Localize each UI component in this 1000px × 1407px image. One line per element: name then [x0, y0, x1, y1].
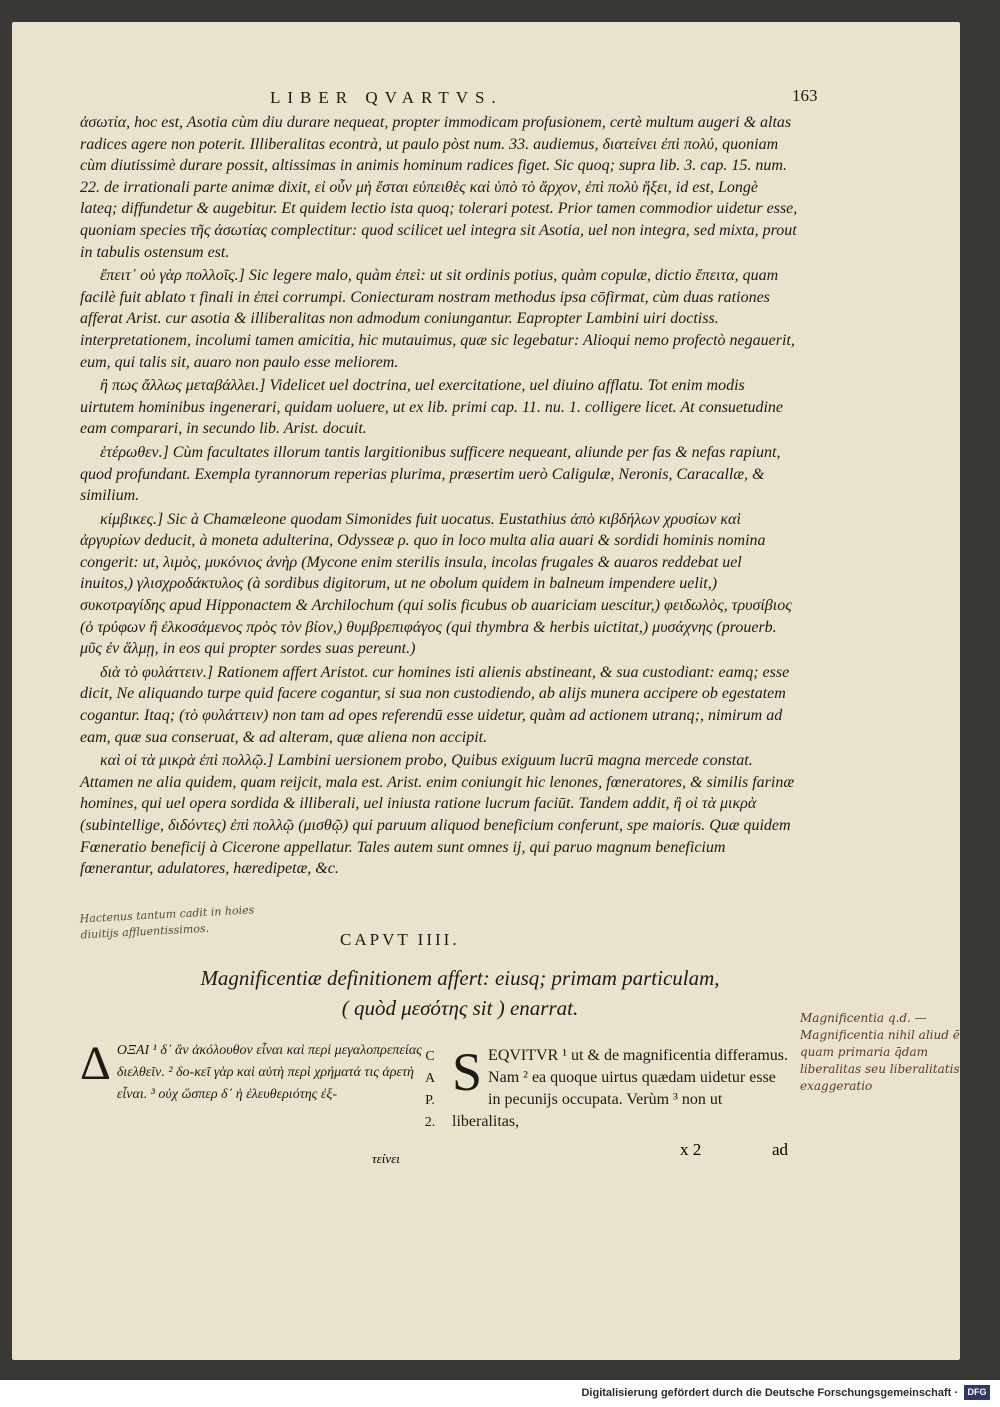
chapter-side-marks: [420, 1046, 440, 1134]
greek-catchword: τείνει: [372, 1151, 400, 1166]
signature-mark: x 2: [680, 1140, 702, 1159]
latin-drop-initial: S: [452, 1042, 483, 1102]
footer-bar: [0, 1380, 1000, 1407]
latin-text: EQVITVR ¹ ut & de magnificentia differamus. Nam ² ea quoque uirtus quædam uidetur esse in pecunijs occupata. Verùm ³ non ut liberalitas,: [452, 1047, 789, 1130]
chapter-title: CAPVT IIII.: [340, 930, 460, 949]
running-head: LIBER QVARTVS.: [270, 88, 503, 107]
commentary-paragraph: κίμβικες.] Sic à Chamæleone quodam Simonides fuit uocatus. Eustathius ἀπὸ κιβδήλων χρυσίων καὶ ἀργυρίων deducit, à moneta adulterina, Odysseæ ρ. quo in loco multa alia auari & sordidi hominis nomina congerit: ut, λιμὸς, μυκόνιος ἀνὴρ (Mycone enim sterilis insula, incolas frugales & auaros reddebat uel inuitos,) γλισχροδάκτυλος (à sordibus digitorum, ut ne obolum quidem in balneum impendere uelit,) συκοτραγίδης apud Hipponactem & Archilochum (qui solis ficubus ob auariciam uescitur,) φειδωλὸς, τρυσίβιος (ὁ τρύφων ἢ ἐλκοσάμενος πρὸς τὸν βίον,) θυμβρεπιφάγος (qui thymbra & herbis uictitat,) μυσάχνης (prouerb. μῦς ἐν ἅλμῃ, in eos qui propter sordes suas pereunt.): [80, 510, 792, 658]
commentary-paragraph: ἑτέρωθεν.] Cùm facultates illorum tantis largitionibus sufficere nequeant, aliunde per fas & nefas rapiunt, quod profundant. Exempla tyrannorum reperias plurima, præsertim uerò Caligulæ, Neronis, Caracallæ, & similium.: [80, 443, 781, 505]
side-mark: C: [425, 1049, 435, 1064]
handwritten-margin-note-right: Magnificentia q.d. — Magnificentia nihil aliud ē quam primaria q̄dam liberalitas seu liberalitatis exaggeratio: [800, 1011, 960, 1093]
side-mark: A: [424, 1071, 436, 1086]
commentary-paragraph: διὰ τὸ φυλάττειν.] Rationem affert Aristot. cur homines isti alienis abstineant, & sua custodiant: eamq; esse dicit, Ne aliquando turpe quid facere cogantur, si sua non custodiendo, ab alijs munera accipere ob egestatem cogantur. Itaq; (τὸ φυλάττειν) non tam ad opes referendū esse uidetur, quàm ad actionem utranq;, nimirum ad eam, quæ sua conseruat, & ad alteram, quæ aliena non accipit.: [80, 663, 790, 746]
dfg-logo: DFG: [964, 1385, 990, 1400]
chapter-summary-line: Magnificentiæ definitionem affert: eiusq; primam particulam,: [200, 966, 720, 990]
footer-credit: Digitalisierung gefördert durch die Deutsche Forschungsgemeinschaft ·: [581, 1387, 958, 1399]
page-number: 163: [792, 86, 818, 105]
commentary-paragraph: καὶ οἱ τὰ μικρὰ ἐπὶ πολλῷ.] Lambini uersionem probo, Quibus exiguum lucrū magna mercede constat. Attamen ne alia quidem, quam reijcit, mala est. Arist. enim coniungit hic lenones, fœneratores, & similis farinæ homines, qui uel opera sordida & illiberali, uel iniusta ratione lucrum faciūt. Tandem addit, ἢ οἱ τὰ μικρὰ (subintellige, διδόντες) ἐπὶ πολλῷ (μισθῷ) qui paruum aliquod beneficium conferunt, spe maioris. Quæ quidem Fœneratio beneficij à Cicerone appellatur. Tales autem sunt omnes ij, qui paruo magnum beneficium fœnerantur, adulatores, hæredipetæ, &c.: [80, 752, 795, 878]
latin-catchword: ad: [772, 1140, 789, 1159]
side-mark: 2.: [424, 1115, 436, 1130]
side-mark: P.: [425, 1093, 435, 1108]
greek-drop-initial: Δ: [80, 1037, 111, 1090]
greek-text-column: [80, 1037, 440, 1106]
commentary-paragraph: ἀσωτία, hoc est, Asotia cùm diu durare nequeat, propter immodicam profusionem, certè multum augeri & altas radices agere non poterit. Illiberalitas econtrà, ut paulo pòst num. 33. audiemus, διατείνει ἐπὶ πολύ, quoniam cùm diutissimè durare possit, altissimas in animis hominum radices figet. Sic quoq; supra lib. 3. cap. 15. num. 22. de irrationali parte animæ dixit, εἰ οὖν μὴ ἔσται εὐπειθὲς καὶ ὑπὸ τὸ ἄρχον, ἐπὶ πολὺ ἥξει, id est, Longè lateq; diffundetur & augebitur. Et quidem lectio ista quoq; tolerari potest. Prior tamen commodior uidetur esse, quoniam species τῆς ἀσωτίας complectitur: quod scilicet uel integra sit Asotia, uel non integra, sed mixta, prout in tabulis ostensum est.: [80, 114, 798, 261]
handwritten-margin-note-left: Hactenus tantum cadit in hoies diuitijs affluentissimos.: [79, 903, 255, 942]
chapter-summary-line: ( quòd μεσότης sit ) enarrat.: [341, 996, 579, 1020]
latin-text-column: [452, 1042, 792, 1133]
chapter-summary: [130, 963, 790, 1023]
greek-text: ΟΞΑΙ ¹ δ᾽ ἂν ἀκόλουθον εἶναι καὶ περὶ μεγαλοπρεπείας διελθεῖν. ² δο-κεῖ γὰρ καὶ αὐτὴ περὶ χρήματά τις ἀρετὴ εἶναι. ³ οὐχ ὥσπερ δ᾽ ἡ ἐλευθεριότης ἐξ-: [116, 1043, 422, 1102]
commentary-paragraph: ἔπειτ᾽ οὐ γὰρ πολλοῖς.] Sic legere malo, quàm ἐπεὶ: ut sit ordinis potius, quàm copulæ, dictio ἔπειτα, quam facilè fuit ablato τ finali in ἐπεὶ corrumpi. Coniecturam nostram methodus ipsa cōfirmat, cùm duas rationes afferat Arist. cur asotia & illiberalitas non admodum coniungantur. Eapropter Lambini uiri doctiss. interpretationem, incolumi tamen amicitia, hic mutauimus, quæ sic legebatur: Alioqui nemo profectò negauerit, eum, qui talis sit, auaro non paulo esse meliorem.: [80, 267, 795, 371]
commentary-text: [80, 112, 798, 882]
commentary-paragraph: ἢ πως ἄλλως μεταβάλλει.] Videlicet uel doctrina, uel exercitatione, uel diuino afflatu. Tot enim modis uirtutem hominibus ingenerari, quidam uoluere, ut ex lib. primi cap. 11. nu. 1. colligere licet. At consuetudine eam comparari, in secundo lib. Arist. docuit.: [80, 377, 784, 438]
